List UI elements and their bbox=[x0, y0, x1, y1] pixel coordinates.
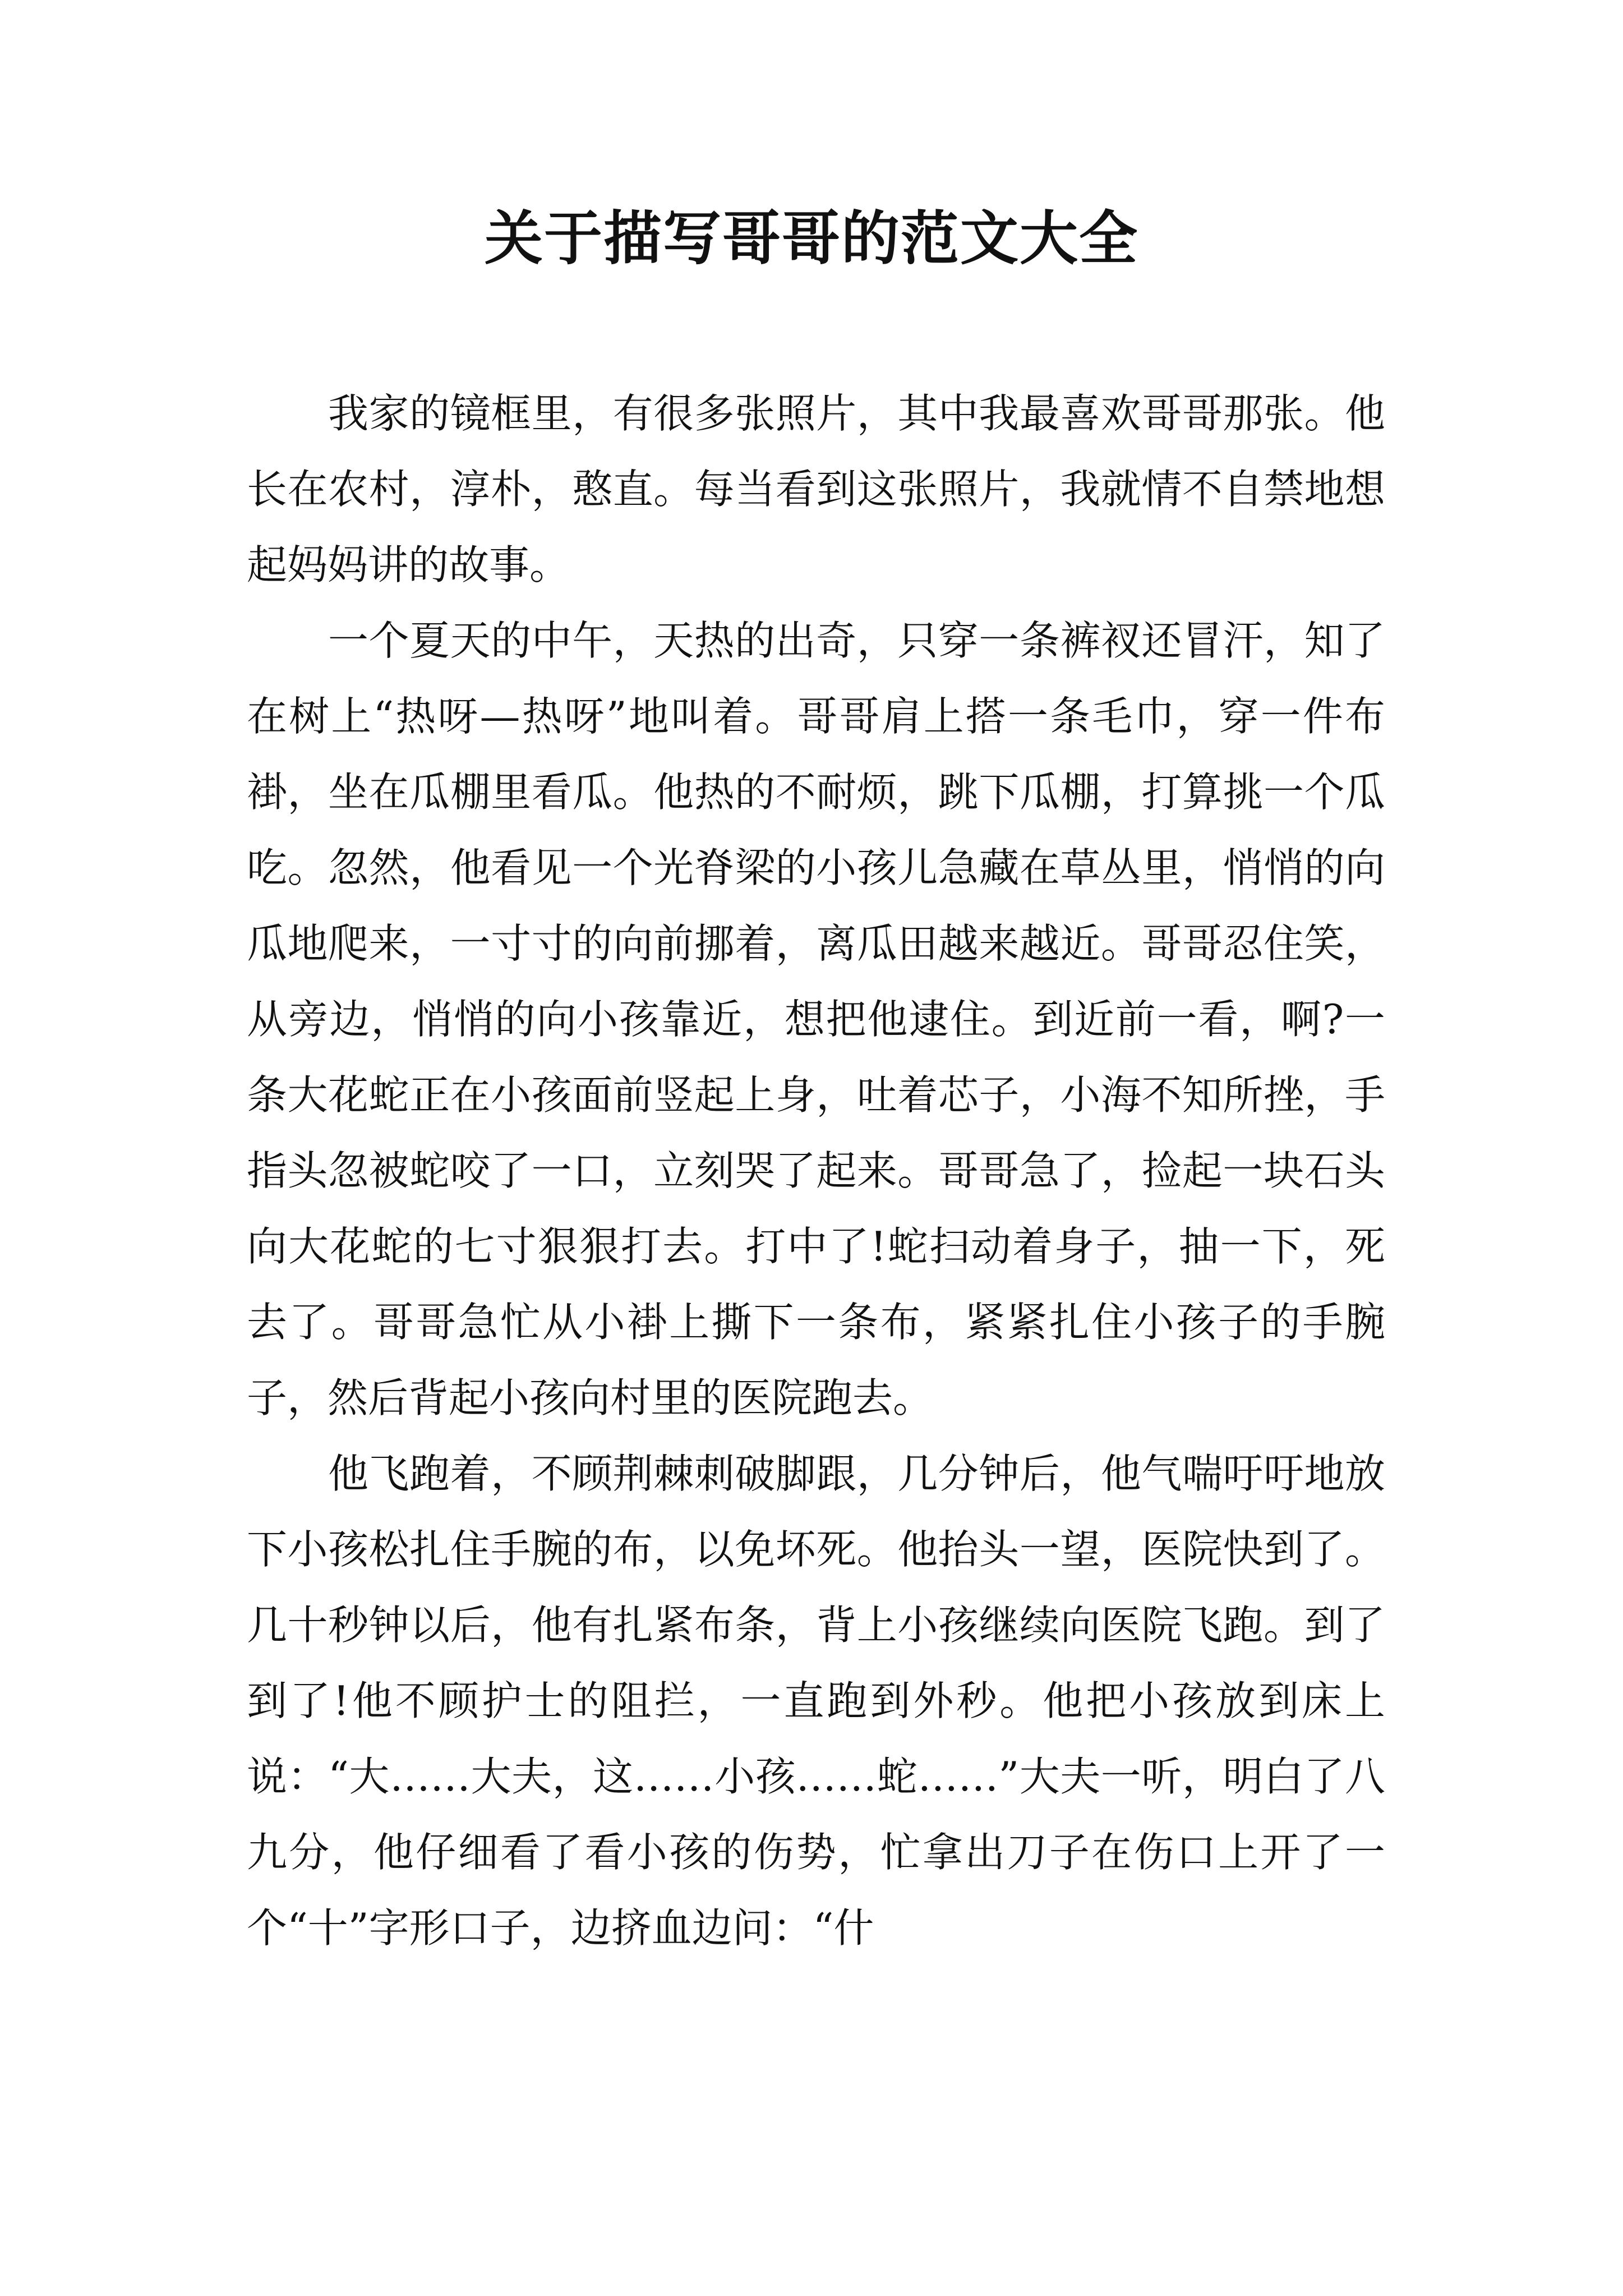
paragraph-2: 一个夏天的中午，天热的出奇，只穿一条裤衩还冒汗，知了在树上“热呀—热呀”地叫着。哥哥肩上搭一条毛巾，穿一件布褂，坐在瓜棚里看瓜。他热的不耐烦，跳下瓜棚，打算挑一个瓜吃。忽然，他看见一个光脊梁的小孩儿急藏在草丛里，悄悄的向瓜地爬来，一寸寸的向前挪着，离瓜田越来越近。哥哥忍住笑，从旁边，悄悄的向小孩靠近，想把他逮住。到近前一看，啊?一条大花蛇正在小孩面前竖起上身，吐着芯子，小海不知所挫，手指头忽被蛇咬了一口，立刻哭了起来。哥哥急了，捡起一块石头向大花蛇的七寸狠狠打去。打中了!蛇扫动着身子，抽一下，死去了。哥哥急忙从小褂上撕下一条布，紧紧扎住小孩子的手腕子，然后背起小孩向村里的医院跑去。 bbox=[247, 617, 1385, 1421]
paragraph-3: 他飞跑着，不顾荆棘刺破脚跟，几分钟后，他气喘吁吁地放下小孩松扎住手腕的布，以免坏死。他抬头一望，医院快到了。几十秒钟以后，他有扎紧布条，背上小孩继续向医院飞跑。到了到了!他不顾护士的阻拦，一直跑到外秒。他把小孩放到床上说：“大……大夫，这……小孩……蛇……”大夫一听，明白了八九分，他仔细看了看小孩的伤势，忙拿出刀子在伤口上开了一个“十”字形口子，边挤血边问：“什 bbox=[247, 1450, 1385, 1952]
paragraph-1: 我家的镜框里，有很多张照片，其中我最喜欢哥哥那张。他长在农村，淳朴，憨直。每当看到这张照片，我就情不自禁地想起妈妈讲的故事。 bbox=[247, 390, 1385, 588]
document-body bbox=[247, 376, 1385, 1966]
document-title: 关于描写哥哥的范文大全 bbox=[484, 204, 1138, 273]
